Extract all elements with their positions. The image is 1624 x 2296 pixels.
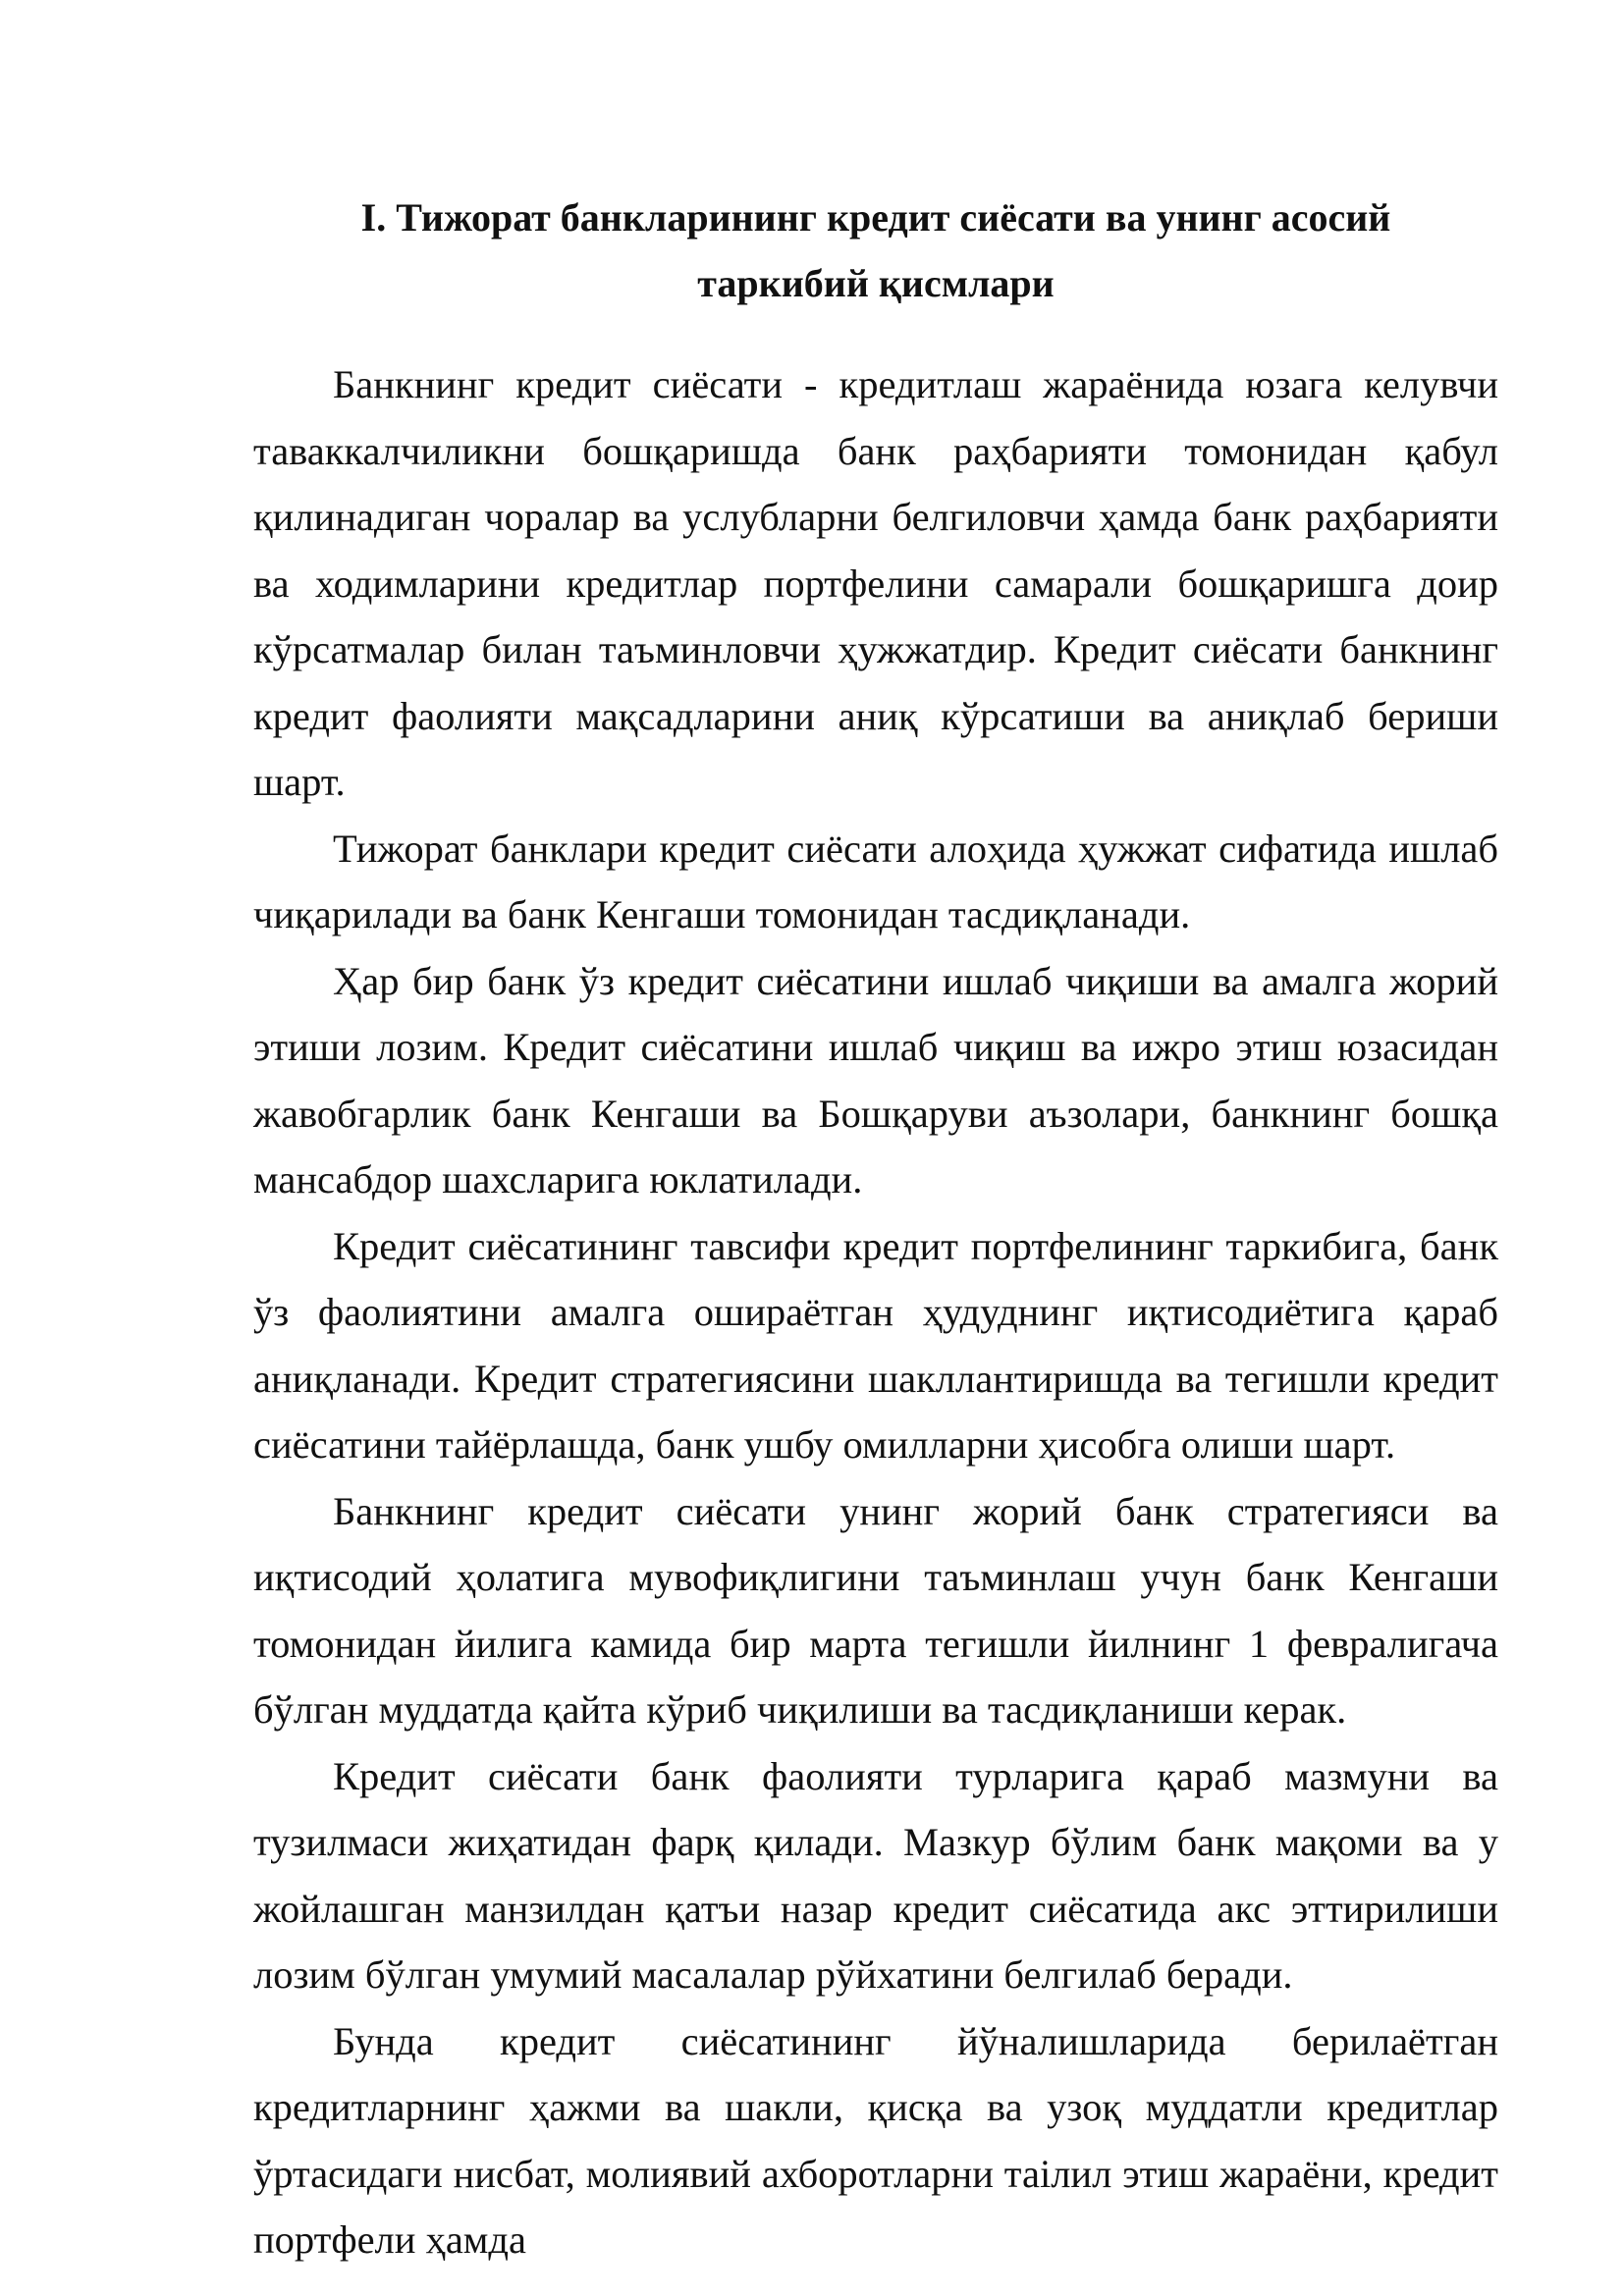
section-title [253, 185, 1498, 316]
paragraph-3: Ҳар бир банк ўз кредит сиёсатини ишлаб чиқиши ва амалга жорий этиши лозим. Кредит сиёсатини ишлаб чиқиш ва ижро этиш юзасидан жавобгарлик банк Кенгаши ва Бошқаруви аъзолари, банкнинг бошқа мансабдор шахсларига юклатилади. [253, 958, 1498, 1201]
paragraph-6: Кредит сиёсати банк фаолияти турларига қараб мазмуни ва тузилмаси жиҳатидан фарқ қилади. Мазкур бўлим банк мақоми ва у жойлашган манзилдан қатъи назар кредит сиёсатида акс эттирилиши лозим бўлган умумий масалалар рўйхатини белгилаб беради. [253, 1753, 1498, 1997]
paragraph-7: Бунда кредит сиёсатининг йўналишларида берилаётган кредитларнинг ҳажми ва шакли, қисқа ва узоқ муддатли кредитлар ўртасидаги нисбат, молиявий ахборотларни таілил этиш жараёни, кредит портфели ҳамда [253, 2018, 1498, 2262]
document-body [253, 351, 1498, 2273]
section-title-line-1: I. Тижорат банкларининг кредит сиёсати ва унинг асосий [360, 195, 1391, 240]
paragraph-5: Банкнинг кредит сиёсати унинг жорий банк стратегияси ва иқтисодий ҳолатига мувофиқлигини таъминлаш учун банк Кенгаши томонидан йилига камида бир марта тегишли йилнинг 1 февралигача бўлган муддатда қайта кўриб чиқилиши ва тасдиқланиши керак. [253, 1488, 1498, 1732]
paragraph-1: Банкнинг кредит сиёсати - кредитлаш жараёнида юзага келувчи таваккалчиликни бошқаришда банк раҳбарияти томонидан қабул қилинадиган чоралар ва услубларни белгиловчи ҳамда банк раҳбарияти ва ходимларини кредитлар портфелини самарали бошқаришга доир кўрсатмалар билан таъминловчи ҳужжатдир. Кредит сиёсати банкнинг кредит фаолияти мақсадларини аниқ кўрсатиши ва аниқлаб бериши шарт. [253, 362, 1498, 804]
paragraph-2: Тижорат банклари кредит сиёсати алоҳида ҳужжат сифатида ишлаб чиқарилади ва банк Кенгаши томонидан тасдиқланади. [253, 826, 1498, 936]
paragraph-4: Кредит сиёсатининг тавсифи кредит портфелининг таркибига, банк ўз фаолиятини амалга ошираётган ҳудуднинг иқтисодиётига қараб аниқланади. Кредит стратегиясини шакллантиришда ва тегишли кредит сиёсатини тайёрлашда, банк ушбу омилларни ҳисобга олиши шарт. [253, 1223, 1498, 1467]
section-title-line-2: таркибий қисмлари [697, 261, 1055, 305]
